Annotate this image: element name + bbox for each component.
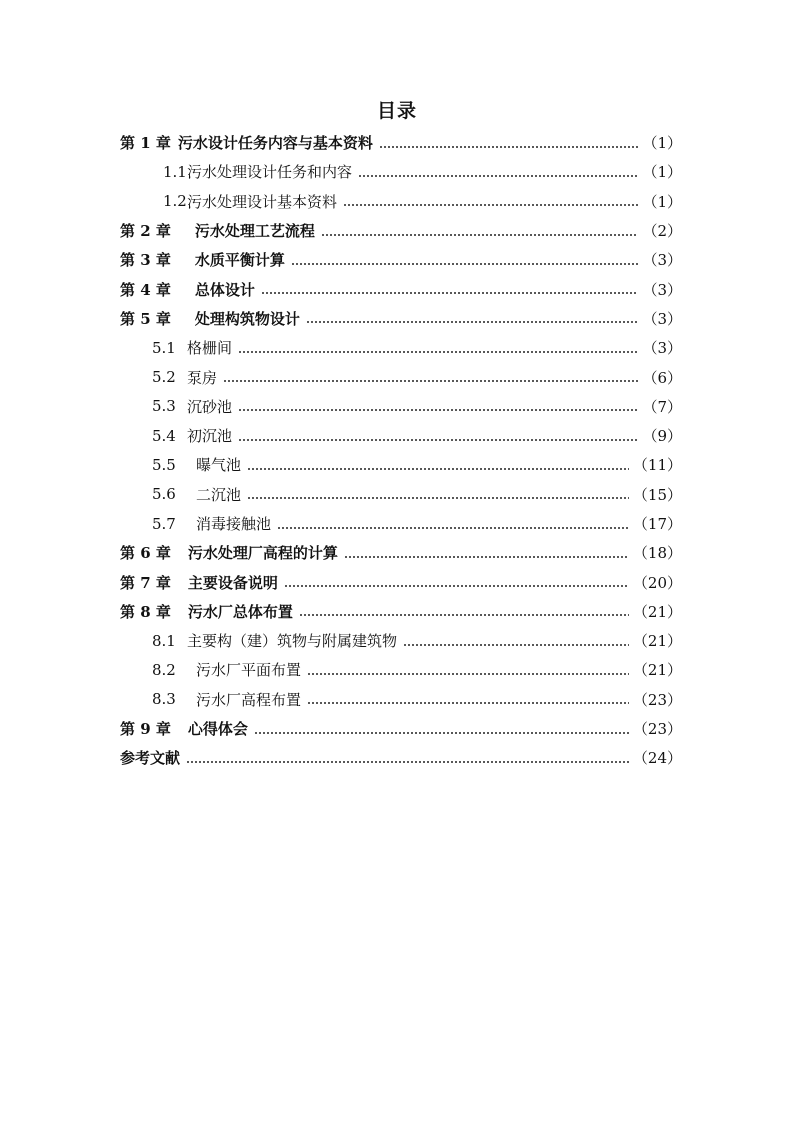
entry-title: 二沉池 <box>196 485 242 504</box>
dot-leader <box>254 722 629 736</box>
dot-leader <box>344 546 629 560</box>
entry-title: 污水厂高程布置 <box>196 690 302 709</box>
toc-entry-5-7 <box>120 509 682 538</box>
entry-title: 消毒接触池 <box>196 515 272 533</box>
entry-page: （1） <box>642 163 682 182</box>
entry-number: 第 4 章 <box>120 280 171 299</box>
dot-leader <box>403 634 629 648</box>
dot-leader <box>321 224 639 238</box>
entry-title: 污水处理厂高程的计算 <box>187 544 338 563</box>
entry-page: （17） <box>632 515 682 533</box>
entry-title: 污水厂总体布置 <box>187 602 293 621</box>
dot-leader <box>307 663 629 677</box>
toc-entry-chapter-1 <box>120 128 682 157</box>
toc-entry-1-1 <box>120 157 682 186</box>
entry-title: 污水处理设计任务和内容 <box>187 163 353 182</box>
toc-entry-8-1 <box>120 626 682 655</box>
toc-entry-1-2 <box>120 187 682 216</box>
entry-title: 沉砂池 <box>187 397 233 416</box>
entry-page: （15） <box>632 485 682 504</box>
dot-leader <box>379 136 639 150</box>
dot-leader <box>186 751 629 765</box>
toc-entry-8-2 <box>120 655 682 684</box>
entry-page: （2） <box>642 222 682 241</box>
entry-page: （21） <box>632 661 682 680</box>
entry-page: （23） <box>632 720 682 739</box>
entry-title: 主要构（建）筑物与附属建筑物 <box>187 632 398 651</box>
entry-number: 8.2 <box>152 660 176 679</box>
toc-entry-chapter-6 <box>120 538 682 567</box>
entry-title: 污水处理设计基本资料 <box>187 192 338 211</box>
entry-title: 格栅间 <box>187 339 233 358</box>
entry-number: 第 2 章 <box>120 222 171 241</box>
entry-page: （21） <box>632 602 682 621</box>
entry-number: 8.3 <box>152 690 176 709</box>
entry-title: 心得体会 <box>187 720 248 739</box>
toc-entry-5-3 <box>120 392 682 421</box>
entry-number: 5.2 <box>152 368 176 387</box>
entry-page: （7） <box>642 397 682 416</box>
entry-title: 污水设计任务内容与基本资料 <box>177 134 373 153</box>
toc-entry-chapter-8 <box>120 597 682 626</box>
entry-number: 5.4 <box>152 426 176 445</box>
dot-leader <box>343 194 638 208</box>
entry-title: 初沉池 <box>187 427 233 446</box>
entry-title: 主要设备说明 <box>187 573 278 592</box>
dot-leader <box>306 311 639 325</box>
entry-number: 1.2 <box>163 192 187 211</box>
toc-entry-chapter-5 <box>120 304 682 333</box>
toc-entry-references <box>120 743 682 772</box>
dot-leader <box>307 692 629 706</box>
toc-entry-8-3 <box>120 685 682 714</box>
toc-title: 目录 <box>376 100 417 122</box>
entry-title: 水质平衡计算 <box>194 251 285 270</box>
entry-page: （3） <box>642 251 682 270</box>
dot-leader <box>238 429 638 443</box>
dot-leader <box>291 253 639 267</box>
toc-entry-5-6 <box>120 480 682 509</box>
entry-page: （6） <box>642 368 682 387</box>
entry-number: 5.5 <box>152 455 176 474</box>
entry-title: 参考文献 <box>120 749 181 768</box>
entry-title: 总体设计 <box>194 280 255 299</box>
entry-number: 8.1 <box>152 631 176 650</box>
dot-leader <box>284 575 629 589</box>
table-of-contents <box>120 128 682 773</box>
dot-leader <box>223 370 638 384</box>
entry-number: 5.6 <box>152 485 176 504</box>
entry-page: （18） <box>632 544 682 563</box>
dot-leader <box>238 341 638 355</box>
toc-entry-chapter-7 <box>120 567 682 596</box>
entry-number: 第 8 章 <box>120 602 171 621</box>
dot-leader <box>358 165 638 179</box>
entry-page: （3） <box>642 309 682 328</box>
toc-entry-chapter-9 <box>120 714 682 743</box>
entry-page: （24） <box>632 749 682 768</box>
entry-title: 处理构筑物设计 <box>194 309 300 328</box>
entry-number: 5.3 <box>152 397 176 416</box>
entry-page: （3） <box>642 280 682 299</box>
entry-title: 污水厂平面布置 <box>196 661 302 680</box>
entry-number: 第 5 章 <box>120 309 171 328</box>
toc-entry-5-1 <box>120 333 682 362</box>
entry-title: 曝气池 <box>196 456 242 475</box>
toc-entry-5-4 <box>120 421 682 450</box>
dot-leader <box>238 399 638 413</box>
entry-page: （9） <box>642 427 682 446</box>
entry-number: 5.7 <box>152 514 176 533</box>
entry-number: 第 1 章 <box>120 134 171 153</box>
dot-leader <box>299 604 629 618</box>
entry-number: 第 9 章 <box>120 720 171 739</box>
entry-page: （21） <box>632 632 682 651</box>
toc-entry-5-2 <box>120 362 682 391</box>
entry-page: （11） <box>632 456 682 475</box>
entry-page: （23） <box>632 690 682 709</box>
entry-number: 1.1 <box>163 162 187 181</box>
toc-entry-chapter-3 <box>120 245 682 274</box>
dot-leader <box>261 282 639 296</box>
dot-leader <box>277 517 629 531</box>
dot-leader <box>247 458 629 472</box>
dot-leader <box>247 487 629 501</box>
toc-entry-chapter-4 <box>120 274 682 303</box>
entry-number: 第 7 章 <box>120 573 171 592</box>
entry-page: （1） <box>642 192 682 211</box>
toc-entry-chapter-2 <box>120 216 682 245</box>
entry-title: 污水处理工艺流程 <box>194 222 315 241</box>
entry-page: （3） <box>642 339 682 358</box>
entry-number: 第 6 章 <box>120 544 171 563</box>
entry-page: （20） <box>632 573 682 592</box>
entry-number: 5.1 <box>152 338 176 357</box>
entry-title: 泵房 <box>187 368 218 387</box>
toc-entry-5-5 <box>120 450 682 479</box>
entry-number: 第 3 章 <box>120 251 171 270</box>
entry-page: （1） <box>642 134 682 153</box>
